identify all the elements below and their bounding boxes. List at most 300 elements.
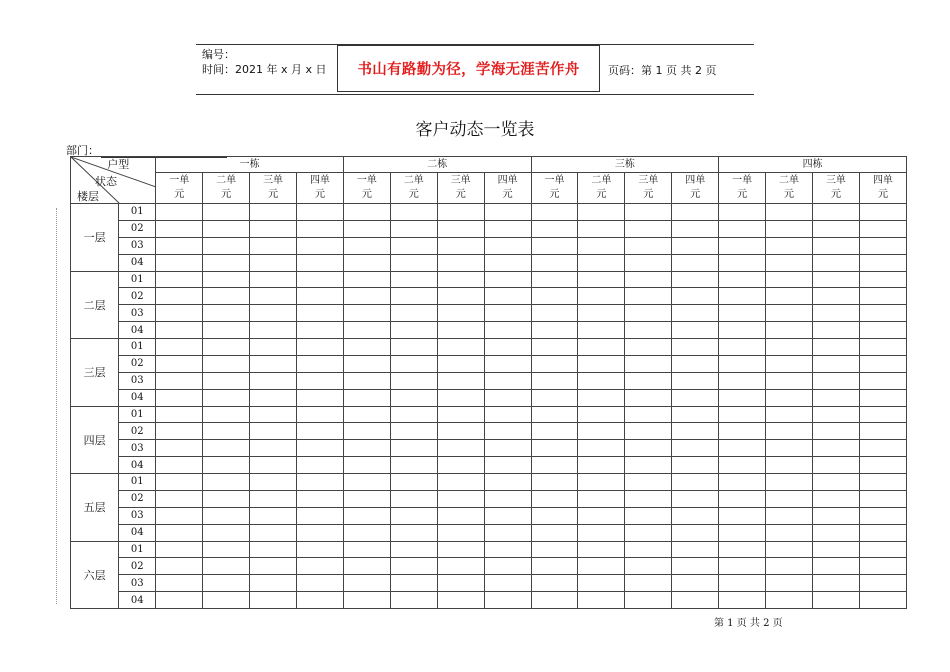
status-cell[interactable] bbox=[437, 237, 484, 254]
status-cell[interactable] bbox=[156, 558, 203, 575]
status-cell[interactable] bbox=[578, 457, 625, 474]
status-cell[interactable] bbox=[484, 372, 531, 389]
status-cell[interactable] bbox=[297, 490, 344, 507]
status-cell[interactable] bbox=[719, 406, 766, 423]
status-cell[interactable] bbox=[250, 322, 297, 339]
status-cell[interactable] bbox=[437, 524, 484, 541]
status-cell[interactable] bbox=[719, 237, 766, 254]
status-cell[interactable] bbox=[719, 288, 766, 305]
status-cell[interactable] bbox=[625, 254, 672, 271]
status-cell[interactable] bbox=[484, 440, 531, 457]
status-cell[interactable] bbox=[250, 440, 297, 457]
status-cell[interactable] bbox=[625, 271, 672, 288]
status-cell[interactable] bbox=[390, 474, 437, 491]
status-cell[interactable] bbox=[672, 524, 719, 541]
status-cell[interactable] bbox=[484, 558, 531, 575]
status-cell[interactable] bbox=[531, 490, 578, 507]
status-cell[interactable] bbox=[672, 372, 719, 389]
status-cell[interactable] bbox=[859, 355, 906, 372]
status-cell[interactable] bbox=[859, 339, 906, 356]
status-cell[interactable] bbox=[766, 204, 813, 221]
status-cell[interactable] bbox=[437, 322, 484, 339]
status-cell[interactable] bbox=[484, 305, 531, 322]
status-cell[interactable] bbox=[766, 288, 813, 305]
status-cell[interactable] bbox=[250, 490, 297, 507]
status-cell[interactable] bbox=[250, 423, 297, 440]
status-cell[interactable] bbox=[250, 372, 297, 389]
status-cell[interactable] bbox=[343, 271, 390, 288]
status-cell[interactable] bbox=[719, 490, 766, 507]
status-cell[interactable] bbox=[531, 440, 578, 457]
status-cell[interactable] bbox=[578, 288, 625, 305]
status-cell[interactable] bbox=[859, 237, 906, 254]
status-cell[interactable] bbox=[156, 507, 203, 524]
status-cell[interactable] bbox=[812, 474, 859, 491]
status-cell[interactable] bbox=[343, 524, 390, 541]
status-cell[interactable] bbox=[719, 575, 766, 592]
status-cell[interactable] bbox=[390, 558, 437, 575]
status-cell[interactable] bbox=[766, 339, 813, 356]
status-cell[interactable] bbox=[672, 204, 719, 221]
status-cell[interactable] bbox=[203, 507, 250, 524]
status-cell[interactable] bbox=[250, 355, 297, 372]
status-cell[interactable] bbox=[390, 271, 437, 288]
status-cell[interactable] bbox=[531, 507, 578, 524]
status-cell[interactable] bbox=[625, 322, 672, 339]
status-cell[interactable] bbox=[719, 507, 766, 524]
status-cell[interactable] bbox=[343, 558, 390, 575]
status-cell[interactable] bbox=[672, 389, 719, 406]
status-cell[interactable] bbox=[672, 305, 719, 322]
status-cell[interactable] bbox=[578, 355, 625, 372]
status-cell[interactable] bbox=[437, 541, 484, 558]
status-cell[interactable] bbox=[531, 389, 578, 406]
status-cell[interactable] bbox=[672, 490, 719, 507]
status-cell[interactable] bbox=[484, 524, 531, 541]
status-cell[interactable] bbox=[766, 423, 813, 440]
status-cell[interactable] bbox=[719, 372, 766, 389]
status-cell[interactable] bbox=[859, 592, 906, 609]
status-cell[interactable] bbox=[343, 406, 390, 423]
status-cell[interactable] bbox=[203, 406, 250, 423]
status-cell[interactable] bbox=[203, 288, 250, 305]
status-cell[interactable] bbox=[766, 305, 813, 322]
status-cell[interactable] bbox=[250, 305, 297, 322]
status-cell[interactable] bbox=[484, 423, 531, 440]
status-cell[interactable] bbox=[343, 541, 390, 558]
status-cell[interactable] bbox=[812, 423, 859, 440]
status-cell[interactable] bbox=[578, 305, 625, 322]
status-cell[interactable] bbox=[531, 457, 578, 474]
status-cell[interactable] bbox=[719, 474, 766, 491]
status-cell[interactable] bbox=[156, 423, 203, 440]
status-cell[interactable] bbox=[484, 288, 531, 305]
status-cell[interactable] bbox=[203, 389, 250, 406]
status-cell[interactable] bbox=[297, 322, 344, 339]
status-cell[interactable] bbox=[156, 322, 203, 339]
status-cell[interactable] bbox=[531, 575, 578, 592]
status-cell[interactable] bbox=[156, 440, 203, 457]
status-cell[interactable] bbox=[719, 254, 766, 271]
status-cell[interactable] bbox=[343, 220, 390, 237]
status-cell[interactable] bbox=[672, 507, 719, 524]
status-cell[interactable] bbox=[343, 575, 390, 592]
status-cell[interactable] bbox=[766, 254, 813, 271]
status-cell[interactable] bbox=[766, 440, 813, 457]
status-cell[interactable] bbox=[203, 322, 250, 339]
status-cell[interactable] bbox=[719, 305, 766, 322]
status-cell[interactable] bbox=[531, 355, 578, 372]
status-cell[interactable] bbox=[625, 237, 672, 254]
status-cell[interactable] bbox=[156, 339, 203, 356]
status-cell[interactable] bbox=[859, 541, 906, 558]
status-cell[interactable] bbox=[203, 423, 250, 440]
status-cell[interactable] bbox=[484, 339, 531, 356]
status-cell[interactable] bbox=[203, 305, 250, 322]
status-cell[interactable] bbox=[531, 254, 578, 271]
status-cell[interactable] bbox=[766, 355, 813, 372]
status-cell[interactable] bbox=[531, 204, 578, 221]
status-cell[interactable] bbox=[390, 507, 437, 524]
status-cell[interactable] bbox=[297, 457, 344, 474]
status-cell[interactable] bbox=[343, 507, 390, 524]
status-cell[interactable] bbox=[812, 204, 859, 221]
status-cell[interactable] bbox=[203, 524, 250, 541]
status-cell[interactable] bbox=[343, 254, 390, 271]
status-cell[interactable] bbox=[578, 389, 625, 406]
status-cell[interactable] bbox=[484, 592, 531, 609]
status-cell[interactable] bbox=[250, 507, 297, 524]
status-cell[interactable] bbox=[672, 541, 719, 558]
status-cell[interactable] bbox=[859, 204, 906, 221]
status-cell[interactable] bbox=[672, 339, 719, 356]
status-cell[interactable] bbox=[859, 406, 906, 423]
status-cell[interactable] bbox=[578, 541, 625, 558]
status-cell[interactable] bbox=[250, 271, 297, 288]
status-cell[interactable] bbox=[812, 541, 859, 558]
status-cell[interactable] bbox=[156, 524, 203, 541]
status-cell[interactable] bbox=[297, 288, 344, 305]
status-cell[interactable] bbox=[484, 389, 531, 406]
status-cell[interactable] bbox=[812, 339, 859, 356]
status-cell[interactable] bbox=[812, 372, 859, 389]
status-cell[interactable] bbox=[859, 524, 906, 541]
status-cell[interactable] bbox=[672, 220, 719, 237]
status-cell[interactable] bbox=[297, 524, 344, 541]
status-cell[interactable] bbox=[343, 305, 390, 322]
status-cell[interactable] bbox=[672, 474, 719, 491]
status-cell[interactable] bbox=[578, 524, 625, 541]
status-cell[interactable] bbox=[766, 507, 813, 524]
status-cell[interactable] bbox=[203, 592, 250, 609]
status-cell[interactable] bbox=[437, 558, 484, 575]
status-cell[interactable] bbox=[297, 575, 344, 592]
status-cell[interactable] bbox=[343, 440, 390, 457]
status-cell[interactable] bbox=[625, 406, 672, 423]
status-cell[interactable] bbox=[203, 355, 250, 372]
status-cell[interactable] bbox=[297, 592, 344, 609]
status-cell[interactable] bbox=[250, 288, 297, 305]
status-cell[interactable] bbox=[156, 372, 203, 389]
status-cell[interactable] bbox=[578, 271, 625, 288]
status-cell[interactable] bbox=[297, 423, 344, 440]
status-cell[interactable] bbox=[766, 541, 813, 558]
status-cell[interactable] bbox=[719, 457, 766, 474]
status-cell[interactable] bbox=[203, 440, 250, 457]
status-cell[interactable] bbox=[343, 490, 390, 507]
status-cell[interactable] bbox=[203, 541, 250, 558]
status-cell[interactable] bbox=[343, 389, 390, 406]
status-cell[interactable] bbox=[390, 204, 437, 221]
status-cell[interactable] bbox=[812, 457, 859, 474]
status-cell[interactable] bbox=[766, 524, 813, 541]
status-cell[interactable] bbox=[859, 305, 906, 322]
status-cell[interactable] bbox=[859, 372, 906, 389]
status-cell[interactable] bbox=[812, 406, 859, 423]
status-cell[interactable] bbox=[531, 592, 578, 609]
status-cell[interactable] bbox=[203, 254, 250, 271]
status-cell[interactable] bbox=[672, 406, 719, 423]
status-cell[interactable] bbox=[672, 558, 719, 575]
status-cell[interactable] bbox=[672, 575, 719, 592]
status-cell[interactable] bbox=[812, 558, 859, 575]
status-cell[interactable] bbox=[531, 220, 578, 237]
status-cell[interactable] bbox=[437, 490, 484, 507]
status-cell[interactable] bbox=[578, 558, 625, 575]
status-cell[interactable] bbox=[625, 355, 672, 372]
status-cell[interactable] bbox=[859, 457, 906, 474]
status-cell[interactable] bbox=[719, 220, 766, 237]
status-cell[interactable] bbox=[859, 389, 906, 406]
status-cell[interactable] bbox=[156, 220, 203, 237]
status-cell[interactable] bbox=[390, 524, 437, 541]
status-cell[interactable] bbox=[812, 575, 859, 592]
status-cell[interactable] bbox=[203, 237, 250, 254]
status-cell[interactable] bbox=[672, 355, 719, 372]
status-cell[interactable] bbox=[766, 457, 813, 474]
status-cell[interactable] bbox=[672, 271, 719, 288]
status-cell[interactable] bbox=[297, 237, 344, 254]
status-cell[interactable] bbox=[484, 237, 531, 254]
status-cell[interactable] bbox=[531, 372, 578, 389]
status-cell[interactable] bbox=[672, 592, 719, 609]
status-cell[interactable] bbox=[812, 305, 859, 322]
status-cell[interactable] bbox=[484, 474, 531, 491]
status-cell[interactable] bbox=[437, 406, 484, 423]
status-cell[interactable] bbox=[672, 288, 719, 305]
status-cell[interactable] bbox=[812, 237, 859, 254]
status-cell[interactable] bbox=[250, 339, 297, 356]
status-cell[interactable] bbox=[625, 541, 672, 558]
status-cell[interactable] bbox=[343, 339, 390, 356]
status-cell[interactable] bbox=[390, 423, 437, 440]
status-cell[interactable] bbox=[625, 592, 672, 609]
status-cell[interactable] bbox=[250, 220, 297, 237]
status-cell[interactable] bbox=[250, 474, 297, 491]
status-cell[interactable] bbox=[203, 457, 250, 474]
status-cell[interactable] bbox=[531, 524, 578, 541]
status-cell[interactable] bbox=[766, 389, 813, 406]
status-cell[interactable] bbox=[766, 575, 813, 592]
status-cell[interactable] bbox=[859, 288, 906, 305]
status-cell[interactable] bbox=[203, 271, 250, 288]
status-cell[interactable] bbox=[719, 558, 766, 575]
status-cell[interactable] bbox=[484, 541, 531, 558]
status-cell[interactable] bbox=[390, 322, 437, 339]
status-cell[interactable] bbox=[297, 204, 344, 221]
status-cell[interactable] bbox=[156, 355, 203, 372]
status-cell[interactable] bbox=[812, 592, 859, 609]
status-cell[interactable] bbox=[719, 204, 766, 221]
status-cell[interactable] bbox=[343, 237, 390, 254]
status-cell[interactable] bbox=[766, 490, 813, 507]
status-cell[interactable] bbox=[203, 372, 250, 389]
status-cell[interactable] bbox=[297, 507, 344, 524]
status-cell[interactable] bbox=[343, 474, 390, 491]
status-cell[interactable] bbox=[250, 575, 297, 592]
status-cell[interactable] bbox=[297, 440, 344, 457]
status-cell[interactable] bbox=[578, 474, 625, 491]
status-cell[interactable] bbox=[719, 271, 766, 288]
status-cell[interactable] bbox=[812, 271, 859, 288]
status-cell[interactable] bbox=[625, 372, 672, 389]
status-cell[interactable] bbox=[719, 389, 766, 406]
status-cell[interactable] bbox=[437, 339, 484, 356]
status-cell[interactable] bbox=[390, 237, 437, 254]
status-cell[interactable] bbox=[625, 204, 672, 221]
status-cell[interactable] bbox=[390, 389, 437, 406]
status-cell[interactable] bbox=[437, 474, 484, 491]
status-cell[interactable] bbox=[719, 524, 766, 541]
status-cell[interactable] bbox=[672, 440, 719, 457]
status-cell[interactable] bbox=[297, 474, 344, 491]
status-cell[interactable] bbox=[766, 558, 813, 575]
status-cell[interactable] bbox=[437, 457, 484, 474]
status-cell[interactable] bbox=[156, 204, 203, 221]
status-cell[interactable] bbox=[812, 524, 859, 541]
status-cell[interactable] bbox=[719, 592, 766, 609]
status-cell[interactable] bbox=[625, 288, 672, 305]
status-cell[interactable] bbox=[437, 507, 484, 524]
status-cell[interactable] bbox=[578, 339, 625, 356]
status-cell[interactable] bbox=[156, 474, 203, 491]
status-cell[interactable] bbox=[859, 575, 906, 592]
status-cell[interactable] bbox=[343, 457, 390, 474]
status-cell[interactable] bbox=[297, 220, 344, 237]
status-cell[interactable] bbox=[390, 457, 437, 474]
status-cell[interactable] bbox=[812, 440, 859, 457]
status-cell[interactable] bbox=[343, 322, 390, 339]
status-cell[interactable] bbox=[390, 406, 437, 423]
status-cell[interactable] bbox=[156, 254, 203, 271]
status-cell[interactable] bbox=[531, 406, 578, 423]
status-cell[interactable] bbox=[250, 457, 297, 474]
status-cell[interactable] bbox=[203, 558, 250, 575]
status-cell[interactable] bbox=[531, 305, 578, 322]
status-cell[interactable] bbox=[390, 490, 437, 507]
status-cell[interactable] bbox=[250, 406, 297, 423]
status-cell[interactable] bbox=[766, 237, 813, 254]
status-cell[interactable] bbox=[156, 271, 203, 288]
status-cell[interactable] bbox=[766, 474, 813, 491]
status-cell[interactable] bbox=[766, 406, 813, 423]
status-cell[interactable] bbox=[390, 440, 437, 457]
status-cell[interactable] bbox=[719, 322, 766, 339]
status-cell[interactable] bbox=[484, 507, 531, 524]
status-cell[interactable] bbox=[156, 288, 203, 305]
status-cell[interactable] bbox=[625, 457, 672, 474]
status-cell[interactable] bbox=[297, 254, 344, 271]
status-cell[interactable] bbox=[672, 457, 719, 474]
status-cell[interactable] bbox=[250, 204, 297, 221]
status-cell[interactable] bbox=[250, 254, 297, 271]
status-cell[interactable] bbox=[531, 339, 578, 356]
status-cell[interactable] bbox=[390, 220, 437, 237]
status-cell[interactable] bbox=[203, 490, 250, 507]
status-cell[interactable] bbox=[625, 423, 672, 440]
status-cell[interactable] bbox=[484, 355, 531, 372]
status-cell[interactable] bbox=[484, 220, 531, 237]
status-cell[interactable] bbox=[578, 322, 625, 339]
status-cell[interactable] bbox=[766, 372, 813, 389]
status-cell[interactable] bbox=[156, 541, 203, 558]
status-cell[interactable] bbox=[343, 372, 390, 389]
status-cell[interactable] bbox=[390, 592, 437, 609]
status-cell[interactable] bbox=[156, 575, 203, 592]
status-cell[interactable] bbox=[625, 558, 672, 575]
status-cell[interactable] bbox=[859, 507, 906, 524]
status-cell[interactable] bbox=[203, 204, 250, 221]
status-cell[interactable] bbox=[719, 423, 766, 440]
status-cell[interactable] bbox=[437, 288, 484, 305]
status-cell[interactable] bbox=[437, 254, 484, 271]
status-cell[interactable] bbox=[484, 271, 531, 288]
status-cell[interactable] bbox=[812, 288, 859, 305]
status-cell[interactable] bbox=[390, 541, 437, 558]
status-cell[interactable] bbox=[578, 440, 625, 457]
status-cell[interactable] bbox=[297, 541, 344, 558]
status-cell[interactable] bbox=[859, 423, 906, 440]
status-cell[interactable] bbox=[625, 575, 672, 592]
status-cell[interactable] bbox=[531, 474, 578, 491]
status-cell[interactable] bbox=[437, 440, 484, 457]
status-cell[interactable] bbox=[203, 575, 250, 592]
status-cell[interactable] bbox=[719, 355, 766, 372]
status-cell[interactable] bbox=[859, 558, 906, 575]
status-cell[interactable] bbox=[250, 524, 297, 541]
status-cell[interactable] bbox=[297, 271, 344, 288]
status-cell[interactable] bbox=[484, 204, 531, 221]
status-cell[interactable] bbox=[766, 592, 813, 609]
status-cell[interactable] bbox=[437, 389, 484, 406]
status-cell[interactable] bbox=[343, 423, 390, 440]
status-cell[interactable] bbox=[578, 204, 625, 221]
status-cell[interactable] bbox=[672, 237, 719, 254]
status-cell[interactable] bbox=[812, 254, 859, 271]
status-cell[interactable] bbox=[437, 355, 484, 372]
status-cell[interactable] bbox=[672, 322, 719, 339]
status-cell[interactable] bbox=[156, 592, 203, 609]
status-cell[interactable] bbox=[812, 389, 859, 406]
status-cell[interactable] bbox=[859, 220, 906, 237]
status-cell[interactable] bbox=[531, 322, 578, 339]
status-cell[interactable] bbox=[812, 322, 859, 339]
status-cell[interactable] bbox=[203, 339, 250, 356]
status-cell[interactable] bbox=[156, 305, 203, 322]
status-cell[interactable] bbox=[437, 423, 484, 440]
status-cell[interactable] bbox=[250, 237, 297, 254]
status-cell[interactable] bbox=[578, 372, 625, 389]
